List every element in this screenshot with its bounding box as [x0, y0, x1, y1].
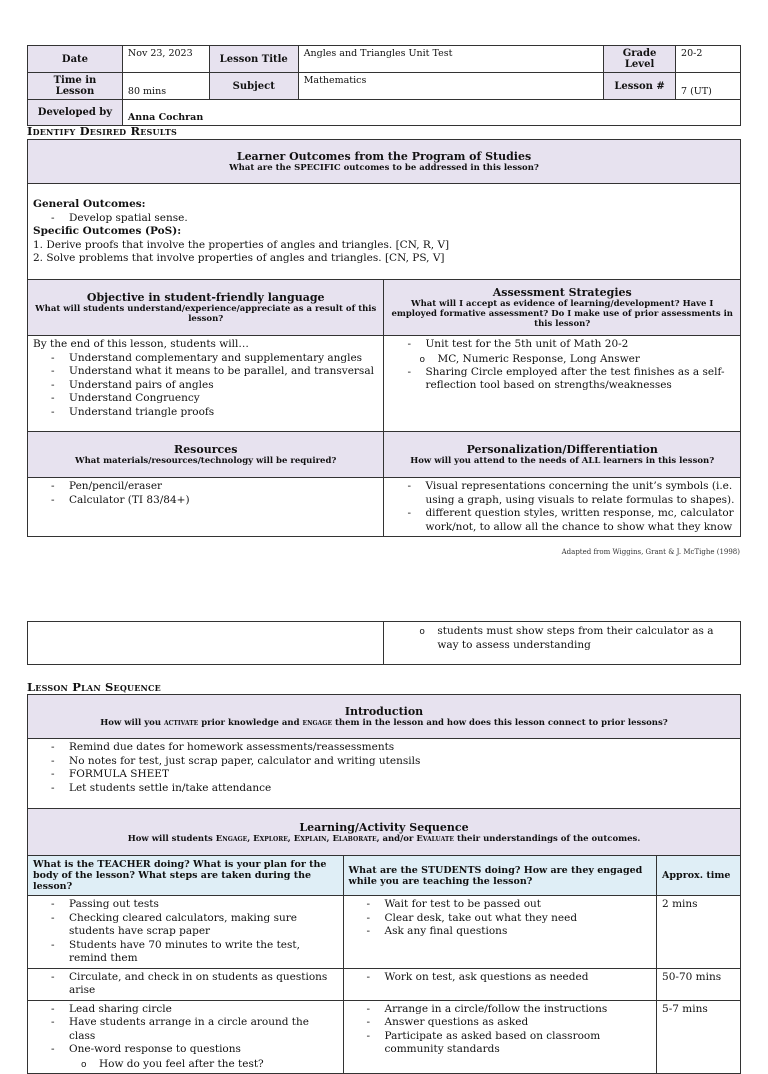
- developed-by-value: Anna Cochran: [122, 100, 740, 126]
- list-item: - Remind due dates for homework assessments/reassessments: [51, 741, 735, 755]
- list-item: o MC, Numeric Response, Long Answer: [419, 352, 735, 366]
- teacher-list: [33, 898, 338, 966]
- list-item: - Understand what it means to be parallel, and transversal: [51, 365, 378, 379]
- teacher-cell: [28, 1000, 344, 1073]
- personalization-subtitle: How will you attend to the needs of ALL learners in this lesson?: [410, 456, 715, 466]
- teacher-cell: [28, 896, 344, 969]
- continuation-table: [27, 621, 741, 665]
- list-item: - Unit test for the 5th unit of Math 20-2: [407, 338, 735, 352]
- students-cell: [343, 896, 657, 969]
- outcomes-title: Learner Outcomes from the Program of Studies: [236, 150, 532, 163]
- students-list: [349, 898, 652, 939]
- lesson-number-label: Lesson #: [604, 73, 676, 100]
- list-item: - Calculator (TI 83/84+): [51, 494, 378, 508]
- list-item: - Develop spatial sense.: [51, 212, 735, 226]
- time-column-header: Approx. time: [657, 856, 741, 896]
- list-item: o students must show steps from their calculator as a way to assess understanding: [419, 624, 735, 652]
- table-row: [28, 896, 741, 969]
- identify-heading: Identify Desired Results: [27, 124, 178, 138]
- introduction-body: [28, 739, 741, 809]
- general-outcomes-label: General Outcomes:: [33, 198, 146, 210]
- list-item: - Sharing Circle employed after the test finishes as a self-reflection tool based on strengths/weaknesses: [407, 366, 735, 393]
- list-item: - Lead sharing circle: [51, 1003, 338, 1017]
- teacher-cell: [28, 968, 344, 1000]
- assessment-list: [389, 338, 735, 352]
- list-item: - Understand pairs of angles: [51, 379, 378, 393]
- resources-header: [28, 432, 384, 478]
- list-item: - One-word response to questions: [51, 1043, 338, 1057]
- time-label: Time in Lesson: [28, 73, 123, 100]
- lesson-plan-table: [27, 694, 741, 1074]
- table-row: [28, 1000, 741, 1073]
- introduction-list: [33, 741, 735, 795]
- specific-outcome-1: 1. Derive proofs that involve the properties of angles and triangles. [CN, R, V]: [33, 238, 450, 251]
- assessment-list-2: [389, 366, 735, 393]
- continuation-list: [389, 624, 735, 652]
- assessment-sublist: [389, 352, 735, 366]
- lesson-title-label: Lesson Title: [209, 46, 298, 73]
- outcomes-header: [28, 140, 741, 184]
- list-item: - Circulate, and check in on students as questions arise: [51, 971, 338, 998]
- introduction-title: Introduction: [344, 705, 424, 718]
- outcomes-body: [28, 184, 741, 280]
- list-item: - No notes for test, just scrap paper, calculator and writing utensils: [51, 755, 735, 769]
- date-value: Nov 23, 2023: [122, 46, 209, 73]
- students-cell: [343, 1000, 657, 1073]
- activity-header: [28, 809, 741, 856]
- objective-subtitle: What will students understand/experience/appreciate as a result of this lesson?: [35, 304, 377, 324]
- teacher-list: [33, 971, 338, 998]
- time-cell: 2 mins: [657, 896, 741, 969]
- objective-intro: By the end of this lesson, students will…: [33, 338, 249, 350]
- objective-list: [33, 352, 378, 420]
- list-item: - Understand Congruency: [51, 392, 378, 406]
- list-item: - different question styles, written response, mc, calculator work/not, to allow all the chance to show what they know: [407, 507, 735, 534]
- list-item: - Let students settle in/take attendance: [51, 782, 735, 796]
- teacher-list: [33, 1003, 338, 1057]
- list-item: - Understand complementary and supplementary angles: [51, 352, 378, 366]
- date-label: Date: [28, 46, 123, 73]
- students-list: [349, 1003, 652, 1057]
- continuation-right-cell: [384, 622, 741, 665]
- personalization-title: Personalization/Differentiation: [466, 443, 658, 456]
- list-item: - Visual representations concerning the unit’s symbols (i.e. using a graph, using visuals to relate formulas to shapes).: [407, 480, 735, 507]
- introduction-subtitle: How will you activate prior knowledge and engage them in the lesson and how does this lesson connect to prior lessons?: [100, 718, 668, 728]
- students-list: [349, 971, 652, 985]
- students-cell: [343, 968, 657, 1000]
- developed-by-label: Developed by: [28, 100, 123, 126]
- personalization-body: [384, 478, 741, 537]
- continuation-left-cell: [28, 622, 384, 665]
- subject-label: Subject: [209, 73, 298, 100]
- activity-title: Learning/Activity Sequence: [299, 820, 469, 834]
- list-item: - Arrange in a circle/follow the instructions: [367, 1003, 652, 1017]
- activity-subtitle: How will students Engage, Explore, Explain, Elaborate, and/or Evaluate their understandings of the outcomes.: [127, 833, 641, 844]
- list-item: - Wait for test to be passed out: [367, 898, 652, 912]
- students-column-header: What are the STUDENTS doing? How are they engaged while you are teaching the lesson?: [343, 856, 657, 896]
- introduction-header: [28, 695, 741, 739]
- list-item: - Work on test, ask questions as needed: [367, 971, 652, 985]
- list-item: - Students have 70 minutes to write the test, remind them: [51, 939, 338, 966]
- teacher-column-header: What is the TEACHER doing? What is your plan for the body of the lesson? What steps are taken during the lesson?: [28, 856, 344, 896]
- lesson-number-value: 7 (UT): [676, 73, 741, 100]
- time-value: 80 mins: [122, 73, 209, 100]
- list-item: - Pen/pencil/eraser: [51, 480, 378, 494]
- list-item: o How do you feel after the test?: [81, 1057, 338, 1071]
- list-item: - Have students arrange in a circle around the class: [51, 1016, 338, 1043]
- personalization-header: [384, 432, 741, 478]
- teacher-sublist: [33, 1057, 338, 1071]
- lesson-header-table: [27, 45, 741, 126]
- list-item: - Answer questions as asked: [367, 1016, 652, 1030]
- specific-outcome-2: 2. Solve problems that involve properties of angles and triangles. [CN, PS, V]: [33, 252, 445, 264]
- list-item: - Understand triangle proofs: [51, 406, 378, 420]
- list-item: - Clear desk, take out what they need: [367, 912, 652, 926]
- objective-header: [28, 280, 384, 336]
- lesson-title-value: Angles and Triangles Unit Test: [298, 46, 603, 73]
- resources-title: Resources: [174, 443, 238, 456]
- grade-level-label: Grade Level: [604, 46, 676, 73]
- list-item: - Ask any final questions: [367, 925, 652, 939]
- objective-body: [28, 336, 384, 432]
- assessment-title: Assessment Strategies: [492, 286, 632, 299]
- assessment-subtitle: What will I accept as evidence of learning/development? Have I employed formative assessment? Do I make use of prior assessments in this lesson?: [391, 299, 733, 329]
- time-cell: 50-70 mins: [657, 968, 741, 1000]
- subject-value: Mathematics: [298, 73, 603, 100]
- list-item: - FORMULA SHEET: [51, 768, 735, 782]
- resources-body: [28, 478, 384, 537]
- list-item: - Participate as asked based on classroom community standards: [367, 1030, 652, 1057]
- list-item: - Checking cleared calculators, making sure students have scrap paper: [51, 912, 338, 939]
- grade-level-value: 20-2: [676, 46, 741, 73]
- general-outcomes-list: [33, 212, 735, 226]
- assessment-header: [384, 280, 741, 336]
- specific-outcomes-label: Specific Outcomes (PoS):: [33, 225, 182, 237]
- desired-results-table: [27, 139, 741, 537]
- resources-list: [33, 480, 378, 507]
- adaptation-note: Adapted from Wiggins, Grant & J. McTighe (1998): [561, 548, 740, 556]
- time-cell: 5-7 mins: [657, 1000, 741, 1073]
- outcomes-subtitle: What are the SPECIFIC outcomes to be addressed in this lesson?: [229, 163, 539, 173]
- assessment-body: [384, 336, 741, 432]
- objective-title: Objective in student-friendly language: [86, 291, 325, 304]
- resources-subtitle: What materials/resources/technology will be required?: [75, 456, 337, 466]
- table-row: [28, 968, 741, 1000]
- list-item: - Passing out tests: [51, 898, 338, 912]
- personalization-list: [389, 480, 735, 534]
- lesson-plan-heading: Lesson Plan Sequence: [27, 680, 161, 694]
